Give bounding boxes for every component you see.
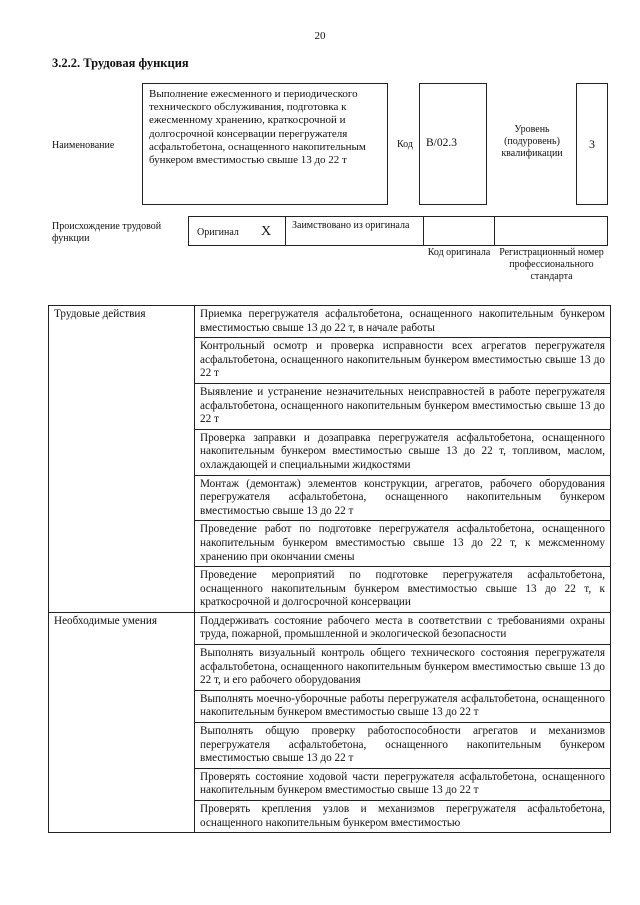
reg-number-caption: Регистрационный номер профессионального стандарта: [499, 247, 604, 282]
original-cell: [188, 216, 286, 246]
page-number: 20: [314, 30, 326, 42]
name-label: Наименование: [52, 140, 115, 151]
item-cell: Приемка перегружателя асфальтобетона, оснащенного накопительным бункером вместимостью свыше 13 до 22 т, в начале работы: [195, 306, 611, 338]
level-box: [576, 83, 608, 205]
original-code-cell: [424, 216, 495, 246]
code-label: Код: [397, 139, 413, 150]
item-cell: Выполнять визуальный контроль общего технического состояния перегружателя асфальтобетона, оснащенного накопительным бункером вместимостью свыше 13 до 22 т, и его рабочего оборудования: [195, 645, 611, 691]
level-label: Уровень (подуровень) квалификации: [501, 124, 563, 159]
section-title-cell: Трудовые действия: [49, 306, 195, 613]
section-title-cell: Необходимые умения: [49, 612, 195, 832]
item-cell: Выявление и устранение незначительных неисправностей в работе перегружателя асфальтобетона, оснащенного накопительным бункером вместимостью свыше 13 до 22 т: [195, 383, 611, 429]
original-label: Оригинал: [197, 227, 239, 238]
code-value: B/02.3: [426, 137, 457, 149]
borrowed-label: Заимствовано из оригинала: [292, 220, 410, 231]
table-row: [49, 612, 611, 644]
origin-table: [188, 216, 608, 246]
item-cell: Выполнять общую проверку работоспособности агрегатов и механизмов перегружателя асфальтобетона, оснащенного накопительным бункером вместимостью свыше 13 до 22 т: [195, 723, 611, 769]
level-value: 3: [589, 137, 595, 151]
item-cell: Проверка заправки и дозаправка перегружателя асфальтобетона, оснащенного накопительным бункером вместимостью свыше 13 до 22 т, топливом, маслом, охлаждающей и специальными жидкостями: [195, 429, 611, 475]
table-row: [49, 306, 611, 338]
origin-label: Происхождение трудовой функции: [52, 221, 162, 244]
item-cell: Поддерживать состояние рабочего места в соответствии с требованиями охраны труда, пожарной, промышленной и экологической безопасности: [195, 612, 611, 644]
item-cell: Монтаж (демонтаж) элементов конструкции, агрегатов, рабочего оборудования перегружателя асфальтобетона, оснащенного накопительным бункером вместимостью свыше 13 до 22 т: [195, 475, 611, 521]
borrowed-cell: [286, 216, 424, 246]
original-mark: X: [261, 224, 272, 239]
item-cell: Проверять крепления узлов и механизмов перегружателя асфальтобетона, оснащенного накопительным бункером вместимостью: [195, 801, 611, 833]
item-cell: Проведение работ по подготовке перегружателя асфальтобетона, оснащенного накопительным бункером вместимостью свыше 13 до 22 т, к межсменному хранению при окончании смены: [195, 521, 611, 567]
code-original-caption: Код оригинала: [427, 247, 491, 258]
function-details-table: [48, 305, 611, 833]
function-name-box: [142, 83, 388, 205]
function-name-value: Выполнение ежесменного и периодического технического обслуживания, подготовка к ежесменному хранению, краткосрочной и долгосрочной консервации перегружателя асфальтобетона, оснащенного накопительным бункером вместимостью свыше 13 до 22 т: [149, 88, 366, 167]
section-title: 3.2.2. Трудовая функция: [52, 56, 189, 70]
item-cell: Проведение мероприятий по подготовке перегружателя асфальтобетона, оснащенного накопительным бункером вместимостью свыше 13 до 22 т, к краткосрочной и долгосрочной консервации: [195, 567, 611, 613]
item-cell: Контрольный осмотр и проверка исправности всех агрегатов перегружателя асфальтобетона, оснащенного накопительным бункером вместимостью свыше 13 до 22 т: [195, 338, 611, 384]
reg-number-cell: [495, 216, 608, 246]
item-cell: Проверять состояние ходовой части перегружателя асфальтобетона, оснащенного накопительным бункером вместимостью свыше 13 до 22 т: [195, 768, 611, 800]
code-box: [419, 83, 487, 205]
item-cell: Выполнять моечно-уборочные работы перегружателя асфальтобетона, оснащенного накопительным бункером вместимостью свыше 13 до 22 т: [195, 690, 611, 722]
